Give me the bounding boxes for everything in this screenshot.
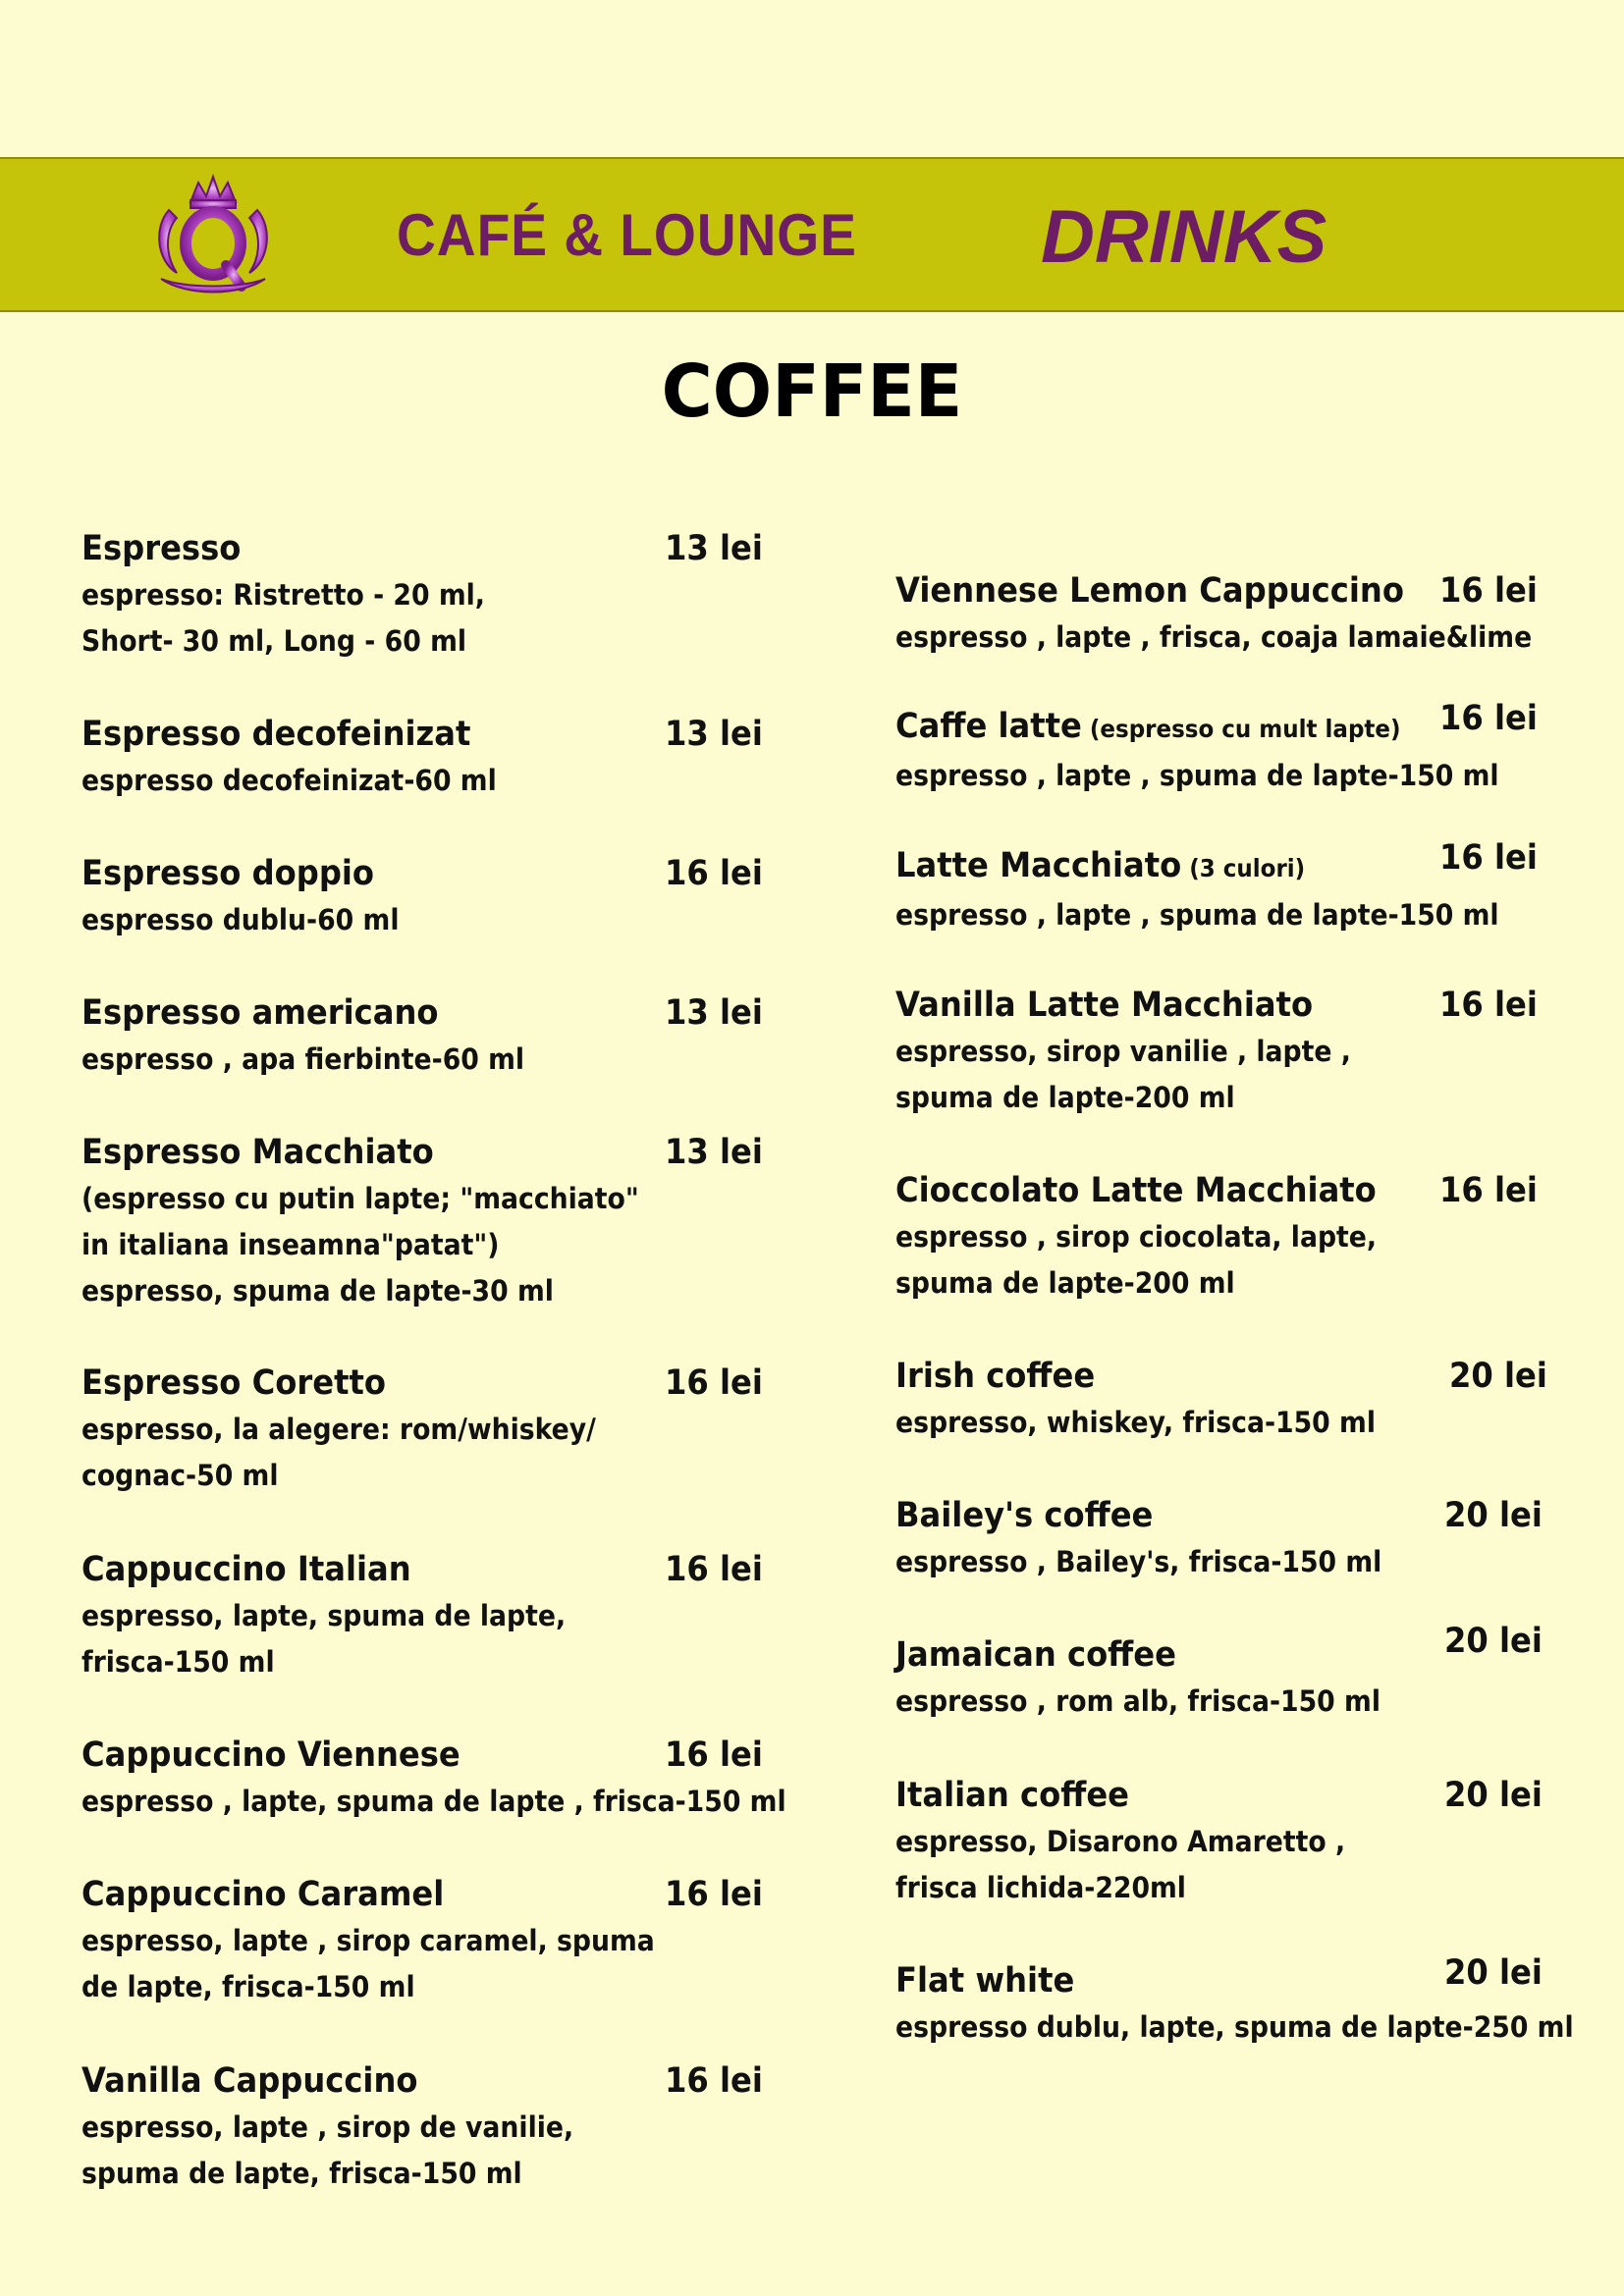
item-name: [81, 1360, 731, 1407]
item-description: espresso, lapte , sirop caramel, spuma: [81, 1924, 655, 1957]
brand-name: CAFÉ & LOUNGE: [397, 202, 857, 268]
item-description: de lapte, frisca-150 ml: [81, 1970, 415, 2003]
page-title: COFFEE: [661, 349, 963, 434]
item-name-text: Espresso decofeinizat: [81, 715, 471, 754]
item-name: [81, 711, 731, 758]
item-description: espresso, Disarono Amaretto ,: [895, 1825, 1346, 1858]
item-note: (espresso cu mult lapte): [1081, 715, 1401, 743]
item-name-text: Vanilla Cappuccino: [81, 2061, 418, 2101]
header-banner: [0, 157, 1624, 312]
item-description: spuma de lapte-200 ml: [895, 1081, 1235, 1114]
item-description: in italiana inseamna"patat"): [81, 1228, 500, 1261]
item-description: espresso, lapte, spuma de lapte,: [81, 1599, 567, 1632]
item-description: espresso, spuma de lapte-30 ml: [81, 1274, 554, 1308]
item-price: 16 lei: [665, 1363, 763, 1403]
item-name-text: Espresso americano: [81, 993, 439, 1033]
item-name-text: Cappuccino Italian: [81, 1550, 411, 1589]
item-name-text: Espresso: [81, 529, 242, 568]
item-price: 16 lei: [665, 1550, 763, 1589]
item-description: espresso decofeinizat-60 ml: [81, 764, 497, 797]
item-price: 16 lei: [1439, 986, 1538, 1025]
item-description: espresso, lapte , sirop de vanilie,: [81, 2110, 574, 2144]
item-price: 20 lei: [1444, 1496, 1543, 1535]
item-description: espresso , rom alb, frisca-150 ml: [895, 1684, 1380, 1718]
item-price: 16 lei: [665, 2061, 763, 2101]
item-description: Short- 30 ml, Long - 60 ml: [81, 624, 467, 658]
item-name: [81, 1732, 731, 1779]
item-name-text: Caffe latte: [895, 707, 1082, 746]
item-price: 16 lei: [1439, 838, 1538, 878]
item-name-text: Cioccolato Latte Macchiato: [895, 1171, 1377, 1210]
item-price: 20 lei: [1444, 1776, 1543, 1815]
item-price: 13 lei: [665, 1133, 763, 1172]
item-name: [81, 1871, 731, 1918]
item-price: 13 lei: [665, 529, 763, 568]
item-name: [81, 1546, 731, 1593]
item-description: espresso , lapte , spuma de lapte-150 ml: [895, 898, 1499, 932]
item-description: espresso, whiskey, frisca-150 ml: [895, 1406, 1376, 1439]
item-name: [81, 850, 731, 897]
item-description: cognac-50 ml: [81, 1459, 279, 1492]
item-price: 16 lei: [1439, 571, 1538, 611]
item-name: [81, 989, 731, 1037]
item-description: espresso , apa fierbinte-60 ml: [81, 1042, 525, 1076]
item-name-text: Cappuccino Viennese: [81, 1735, 460, 1775]
item-description: spuma de lapte, frisca-150 ml: [81, 2157, 522, 2190]
item-description: frisca-150 ml: [81, 1645, 275, 1679]
item-name-text: Espresso Coretto: [81, 1363, 386, 1403]
item-name-text: Italian coffee: [895, 1776, 1130, 1815]
item-description: espresso, sirop vanilie , lapte ,: [895, 1035, 1351, 1068]
item-description: espresso, la alegere: rom/whiskey/: [81, 1413, 596, 1446]
item-price: 16 lei: [1439, 699, 1538, 738]
item-price: 13 lei: [665, 993, 763, 1033]
item-price: 20 lei: [1444, 1622, 1543, 1661]
item-name-text: Espresso doppio: [81, 854, 375, 893]
item-price: 20 lei: [1444, 1953, 1543, 1993]
crowned-q-logo-icon: [147, 171, 279, 302]
item-description: espresso dublu, lapte, spuma de lapte-250 ml: [895, 2010, 1574, 2044]
item-price: 16 lei: [1439, 1171, 1538, 1210]
item-description: espresso , Bailey's, frisca-150 ml: [895, 1545, 1382, 1578]
item-description: espresso dublu-60 ml: [81, 903, 400, 936]
item-price: 20 lei: [1449, 1357, 1547, 1396]
item-name-text: Espresso Macchiato: [81, 1133, 434, 1172]
item-description: espresso , lapte , frisca, coaja lamaie&lime: [895, 620, 1533, 654]
section-label: DRINKS: [1041, 195, 1327, 279]
item-name-text: Vanilla Latte Macchiato: [895, 986, 1314, 1025]
item-name-text: Jamaican coffee: [895, 1635, 1176, 1675]
item-name-text: Flat white: [895, 1961, 1075, 2001]
item-price: 16 lei: [665, 1875, 763, 1914]
item-name-text: Latte Macchiato: [895, 846, 1182, 885]
item-name-text: Bailey's coffee: [895, 1496, 1154, 1535]
item-name-text: Cappuccino Caramel: [81, 1875, 445, 1914]
item-name: [81, 2057, 731, 2105]
item-description: espresso: Ristretto - 20 ml,: [81, 578, 485, 612]
item-price: 13 lei: [665, 715, 763, 754]
item-name: [81, 525, 731, 572]
item-name: [81, 1129, 731, 1176]
item-description: espresso , lapte, spuma de lapte , frisca-150 ml: [81, 1785, 786, 1818]
item-price: 16 lei: [665, 1735, 763, 1775]
item-note: (3 culori): [1181, 854, 1306, 882]
item-price: 16 lei: [665, 854, 763, 893]
item-description: espresso , sirop ciocolata, lapte,: [895, 1220, 1378, 1254]
item-description: frisca lichida-220ml: [895, 1871, 1186, 1904]
item-description: spuma de lapte-200 ml: [895, 1266, 1235, 1300]
item-name-text: Viennese Lemon Cappuccino: [895, 571, 1404, 611]
item-description: espresso , lapte , spuma de lapte-150 ml: [895, 759, 1499, 792]
item-name-text: Irish coffee: [895, 1357, 1096, 1396]
item-description: (espresso cu putin lapte; "macchiato": [81, 1182, 639, 1215]
